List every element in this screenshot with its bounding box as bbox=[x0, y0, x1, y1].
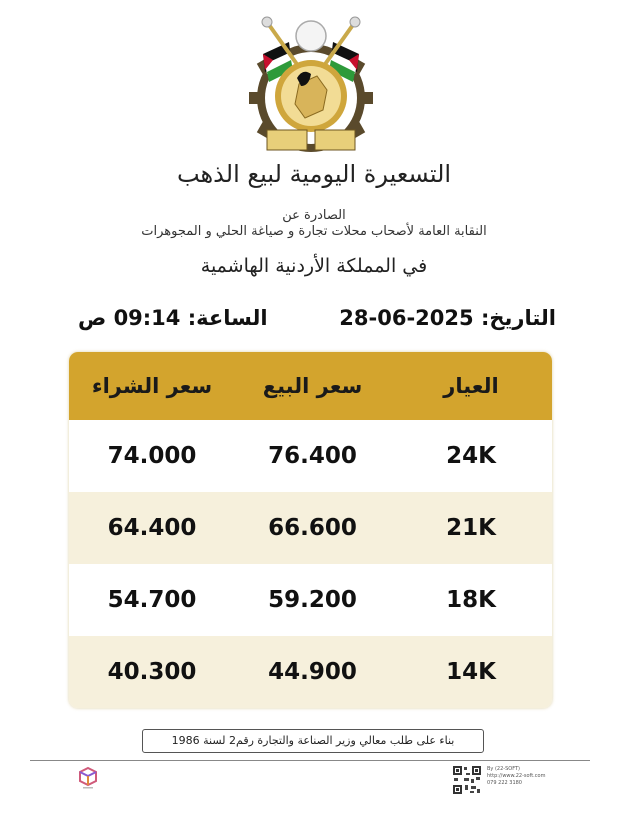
page-title: التسعيرة اليومية لبيع الذهب bbox=[176, 160, 452, 188]
buy-price-cell: 64.400 bbox=[107, 515, 197, 541]
kingdom-name: في المملكة الأردنية الهاشمية bbox=[200, 255, 428, 277]
qr-code bbox=[452, 765, 482, 795]
table-row bbox=[69, 492, 552, 564]
sell-price-cell: 76.400 bbox=[268, 443, 357, 469]
karat-cell: 21K bbox=[446, 515, 496, 541]
issued-by-label: الصادرة عن bbox=[282, 208, 346, 223]
karat-cell: 18K bbox=[446, 587, 496, 613]
credit-by: By (22-SOFT) bbox=[487, 766, 520, 772]
header-karat: العيار bbox=[443, 374, 499, 398]
sell-price-cell: 59.200 bbox=[268, 587, 357, 613]
karat-cell: 14K bbox=[446, 659, 496, 685]
time-group bbox=[78, 306, 268, 330]
buy-price-cell: 74.000 bbox=[107, 443, 197, 469]
table-header bbox=[69, 352, 552, 420]
header-buy-price: سعر الشراء bbox=[91, 374, 213, 398]
gold-price-table bbox=[69, 352, 552, 708]
credit-phone: 079 222 3180 bbox=[487, 780, 522, 786]
emblem-logo bbox=[245, 14, 377, 160]
table-row bbox=[69, 564, 552, 636]
credit-website: http://www.22-soft.com bbox=[487, 773, 546, 779]
buy-price-cell: 40.300 bbox=[107, 659, 197, 685]
developer-credits bbox=[487, 766, 545, 787]
buy-price-cell: 54.700 bbox=[107, 587, 197, 613]
footer-divider bbox=[30, 760, 590, 761]
table-row bbox=[69, 420, 552, 492]
karat-cell: 24K bbox=[446, 443, 496, 469]
date-value: 28-06-2025 bbox=[339, 306, 474, 330]
time-value: 09:14 ص bbox=[78, 306, 181, 330]
sell-price-cell: 44.900 bbox=[268, 659, 357, 685]
date-group bbox=[339, 306, 556, 330]
time-label: الساعة: bbox=[187, 306, 268, 330]
date-label: التاريخ: bbox=[480, 306, 556, 330]
header-sell-price: سعر البيع bbox=[262, 374, 363, 398]
emblem-icon bbox=[245, 14, 377, 160]
table-row bbox=[69, 636, 552, 708]
sell-price-cell: 66.600 bbox=[268, 515, 357, 541]
cube-logo-icon bbox=[77, 766, 99, 790]
syndicate-name: النقابة العامة لأصحاب محلات تجارة و صياغة الحلي و المجوهرات bbox=[141, 224, 487, 239]
date-time-line bbox=[70, 306, 556, 336]
ministerial-note: بناء على طلب معالي وزير الصناعة والتجارة رقم2 لسنة 1986 bbox=[142, 729, 484, 753]
